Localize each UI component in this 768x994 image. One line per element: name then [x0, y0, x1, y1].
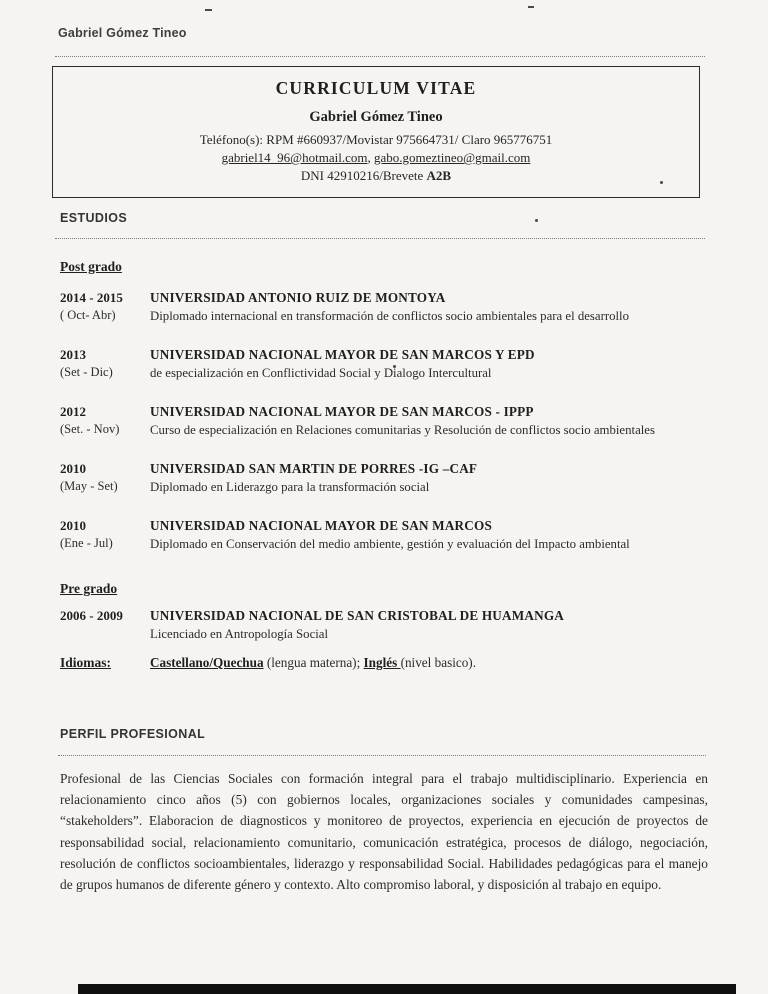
email-address-1: gabriel14_96@hotmail.com [221, 150, 368, 165]
cv-title: CURRICULUM VITAE [275, 78, 477, 98]
dotted-divider [55, 56, 705, 57]
entry-description: Diplomado internacional en transformación de conflictos socio ambientales para el desarrollo [150, 309, 630, 323]
scan-edge-bar [78, 984, 736, 994]
entry-years: 2010 [60, 461, 86, 476]
entry-years: 2012 [60, 404, 86, 419]
entry-date-column [60, 608, 150, 642]
education-entry [60, 290, 710, 324]
entry-description: Diplomado en Conservación del medio ambiente, gestión y evaluación del Impacto ambiental [150, 537, 630, 551]
section-heading-perfil: PERFIL PROFESIONAL [60, 727, 206, 741]
subsection-pre-grado: Pre grado [60, 581, 118, 596]
dni-text: DNI 42910216/Brevete [300, 168, 427, 183]
entry-months: (Set - Dic) [60, 365, 113, 379]
entry-date-column [60, 461, 150, 495]
subsection-post-grado: Post grado [60, 259, 122, 274]
education-entries [60, 290, 710, 575]
education-entry [60, 347, 710, 381]
entry-institution: UNIVERSIDAD NACIONAL MAYOR DE SAN MARCOS [150, 518, 492, 533]
dotted-divider [55, 238, 705, 239]
entry-institution: UNIVERSIDAD NACIONAL MAYOR DE SAN MARCOS Y EPD [150, 347, 535, 362]
email-separator: , [367, 150, 375, 165]
entry-detail-column [150, 404, 710, 438]
entry-date-column [60, 347, 150, 381]
dotted-divider [58, 755, 706, 756]
cv-phones: Teléfono(s): RPM #660937/Movistar 975664731/ Claro 965776751 [199, 132, 553, 147]
entry-months: ( Oct- Abr) [60, 308, 116, 322]
email-address-2: gabo.gomeztineo@gmail.com [374, 150, 531, 165]
entry-detail-column [150, 518, 710, 552]
education-entry [60, 518, 710, 552]
section-heading-estudios: ESTUDIOS [60, 211, 128, 225]
entry-years: 2014 - 2015 [60, 290, 123, 305]
entry-years: 2013 [60, 347, 86, 362]
entry-date-column [60, 518, 150, 552]
entry-detail-column [150, 608, 710, 642]
entry-description: Licenciado en Antropología Social [150, 627, 329, 641]
cv-title-box [52, 66, 700, 198]
entry-description: de especialización en Conflictividad Social y Dialogo Intercultural [150, 366, 492, 380]
entry-years: 2006 - 2009 [60, 608, 123, 623]
entry-years: 2010 [60, 518, 86, 533]
education-entry [60, 404, 710, 438]
language-second: Inglés [363, 655, 401, 670]
entry-date-column [60, 290, 150, 324]
entry-detail-column [150, 347, 710, 381]
entry-institution: UNIVERSIDAD ANTONIO RUIZ DE MONTOYA [150, 290, 446, 305]
entry-months: (May - Set) [60, 479, 118, 493]
entry-institution: UNIVERSIDAD NACIONAL MAYOR DE SAN MARCOS - IPPP [150, 404, 534, 419]
entry-months: (Ene - Jul) [60, 536, 113, 550]
education-entry-pregrado [60, 608, 710, 642]
language-second-note: (nivel basico). [400, 655, 476, 670]
entry-institution: UNIVERSIDAD SAN MARTIN DE PORRES -IG –CAF [150, 461, 478, 476]
entry-date-column [60, 404, 150, 438]
language-native-note: (lengua materna); [263, 655, 364, 670]
entry-detail-column [150, 461, 710, 495]
cv-emails [53, 150, 699, 166]
dni-brevete-class: A2B [426, 168, 452, 183]
cv-dni-line [53, 168, 699, 184]
cv-person-name: Gabriel Gómez Tineo [309, 109, 443, 125]
entry-detail-column [150, 290, 710, 324]
education-entry [60, 461, 710, 495]
entry-institution: UNIVERSIDAD NACIONAL DE SAN CRISTOBAL DE HUAMANGA [150, 608, 565, 623]
document-header-name: Gabriel Gómez Tineo [58, 26, 187, 40]
language-native: Castellano/Quechua [150, 655, 264, 670]
scan-artifact [528, 6, 534, 8]
entry-description: Diplomado en Liderazgo para la transformación social [150, 480, 430, 494]
entry-description: Curso de especialización en Relaciones comunitarias y Resolución de conflictos socio ambientales [150, 423, 655, 437]
idiomas-label: Idiomas: [60, 655, 112, 670]
scan-artifact [535, 219, 538, 222]
idiomas-line [150, 655, 476, 671]
scan-artifact [205, 9, 212, 11]
entry-months: (Set. - Nov) [60, 422, 120, 436]
profile-paragraph: Profesional de las Ciencias Sociales con formación integral para el trabajo multidisciplinario. Experiencia en relacionamiento cinco años (5) con gobiernos locales, organizaciones sociales y comunidades campesinas, “stakeholders”. Elaboracion de diagnosticos y monitoreo de proyectos, experiencia en ejecución de proyectos de responsabilidad social, relacionamiento comunitario, comunicación estratégica, procesos de diálogo, negociación, resolución de conflictos socioambientales, liderazgo y responsabilidad Social. Habilidades pedagógicas para el manejo de grupos humanos de diferente género y contexto. Alto compromiso laboral, y disposición al trabajo en equipo. [60, 771, 708, 892]
